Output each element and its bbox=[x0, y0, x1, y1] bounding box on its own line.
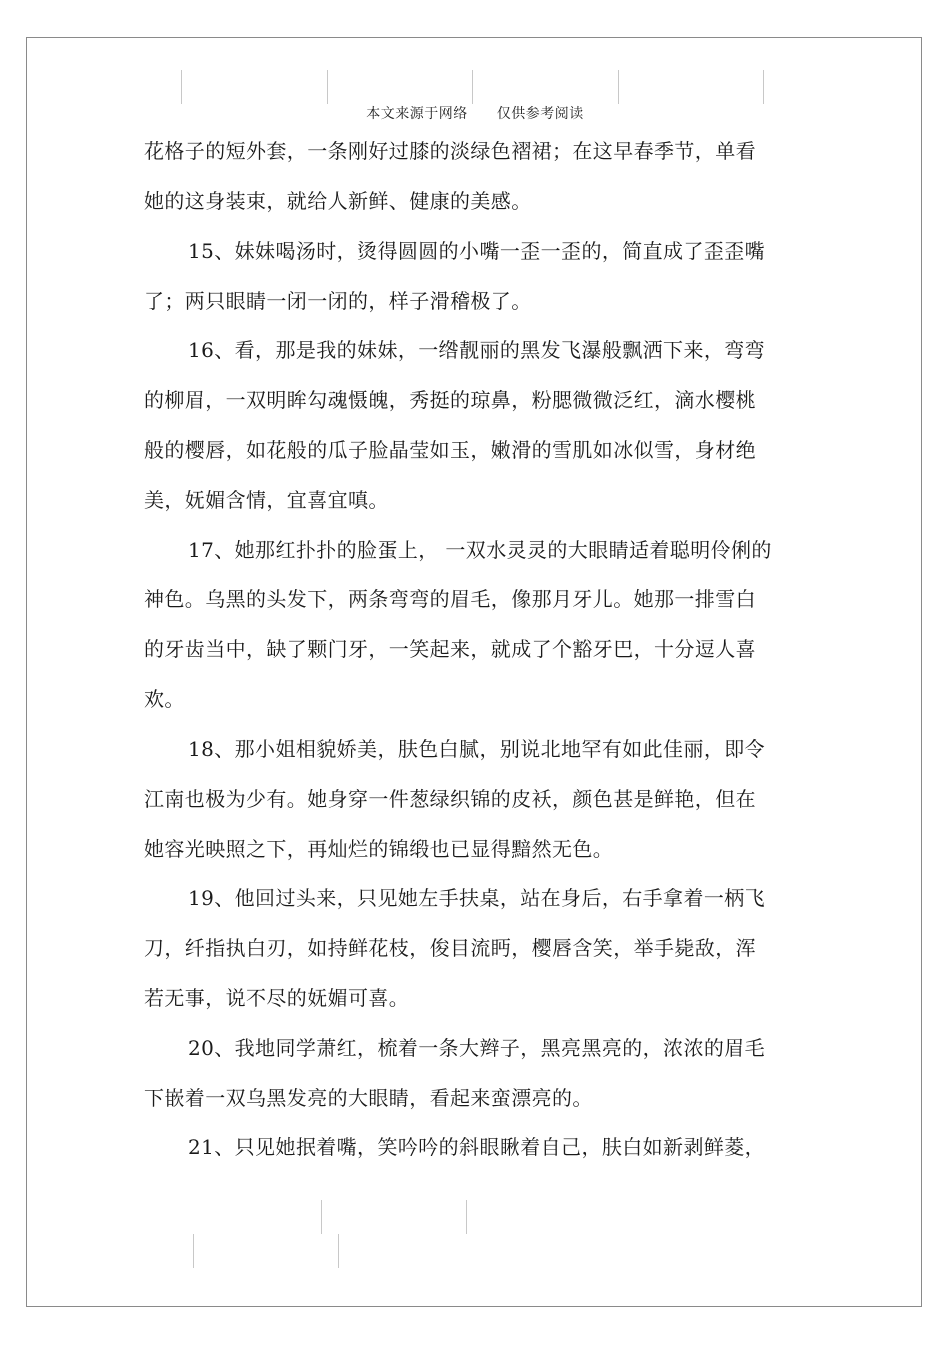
text-line: 20、我地同学萧红，梳着一条大辫子，黑亮黑亮的，浓浓的眉毛 bbox=[188, 1036, 766, 1060]
text-line: 神色。乌黑的头发下，两条弯弯的眉毛，像那月牙儿。她那一排雪白 bbox=[144, 587, 756, 611]
header-divider bbox=[472, 70, 473, 104]
text-line: 花格子的短外套，一条刚好过膝的淡绿色褶裙；在这早春季节，单看 bbox=[144, 139, 756, 163]
page-frame bbox=[26, 37, 922, 1307]
header-divider bbox=[181, 70, 182, 104]
text-line: 江南也极为少有。她身穿一件葱绿织锦的皮袄，颜色甚是鲜艳，但在 bbox=[144, 787, 756, 811]
text-line: 她的这身装束，就给人新鲜、健康的美感。 bbox=[144, 189, 532, 213]
footer-divider bbox=[466, 1200, 467, 1234]
header-divider bbox=[618, 70, 619, 104]
header-source-note: 本文来源于网络 bbox=[366, 106, 468, 122]
text-line: 18、那小姐相貌娇美，肤色白腻，别说北地罕有如此佳丽，即令 bbox=[188, 737, 766, 761]
text-line: 的柳眉，一双明眸勾魂慑魄，秀挺的琼鼻，粉腮微微泛红，滴水樱桃 bbox=[144, 388, 756, 412]
text-line: 美，妩媚含情，宜喜宜嗔。 bbox=[144, 488, 389, 512]
page-header-note bbox=[0, 103, 950, 123]
text-line: 15、妹妹喝汤时，烫得圆圆的小嘴一歪一歪的，简直成了歪歪嘴 bbox=[188, 239, 766, 263]
header-divider bbox=[327, 70, 328, 104]
text-line: 欢。 bbox=[144, 687, 185, 711]
text-line: 若无事，说不尽的妩媚可喜。 bbox=[144, 986, 410, 1010]
text-line: 刀，纤指执白刃，如持鲜花枝，俊目流眄，樱唇含笑，举手毙敌，浑 bbox=[144, 936, 756, 960]
text-line: 下嵌着一双乌黑发亮的大眼睛，看起来蛮漂亮的。 bbox=[144, 1086, 593, 1110]
text-line: 般的樱唇，如花般的瓜子脸晶莹如玉，嫩滑的雪肌如冰似雪，身材绝 bbox=[144, 438, 756, 462]
text-line: 了；两只眼睛一闭一闭的，样子滑稽极了。 bbox=[144, 289, 532, 313]
footer-divider bbox=[193, 1234, 194, 1268]
footer-divider bbox=[338, 1234, 339, 1268]
text-line: 21、只见她抿着嘴，笑吟吟的斜眼瞅着自己，肤白如新剥鲜菱， bbox=[188, 1135, 766, 1159]
text-line: 的牙齿当中，缺了颗门牙，一笑起来，就成了个豁牙巴，十分逗人喜 bbox=[144, 637, 756, 661]
header-reference-note: 仅供参考阅读 bbox=[496, 106, 584, 122]
text-line: 19、他回过头来，只见她左手扶桌，站在身后，右手拿着一柄飞 bbox=[188, 886, 766, 910]
text-line: 她容光映照之下，再灿烂的锦缎也已显得黯然无色。 bbox=[144, 837, 614, 861]
text-line: 17、她那红扑扑的脸蛋上， 一双水灵灵的大眼睛适着聪明伶俐的 bbox=[188, 538, 772, 562]
footer-divider bbox=[321, 1200, 322, 1234]
header-divider bbox=[763, 70, 764, 104]
text-line: 16、看，那是我的妹妹，一绺靓丽的黑发飞瀑般飘洒下来，弯弯 bbox=[188, 338, 766, 362]
